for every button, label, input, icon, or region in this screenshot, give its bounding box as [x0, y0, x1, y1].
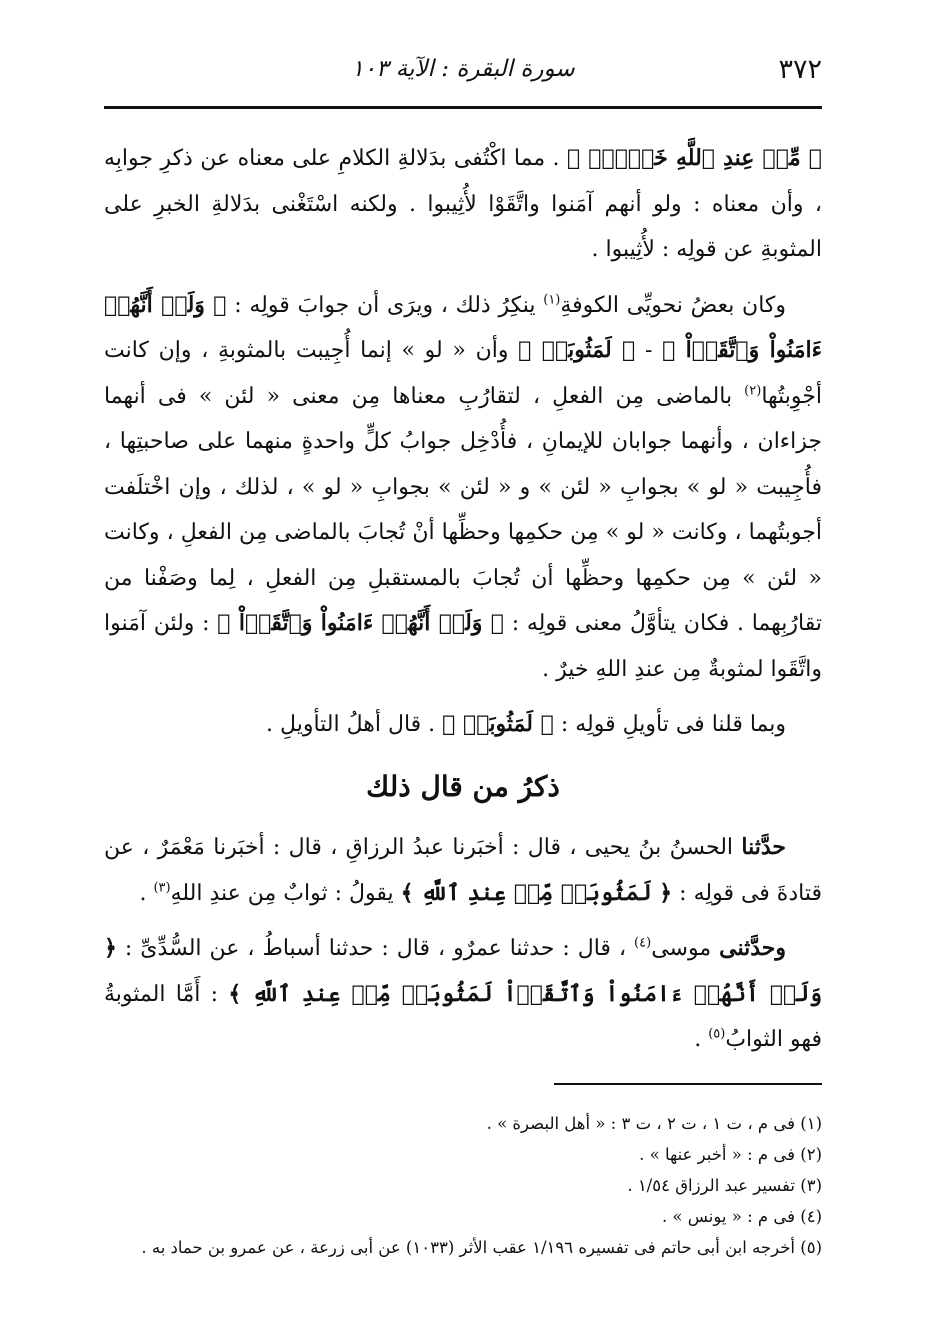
- text-run: .: [139, 880, 154, 906]
- paragraph: [104, 283, 822, 693]
- text-run: . مما اكْتُفى بدَلالةِ الكلامِ على معناه عن ذكرِ جوابِه ، وأن معناه : ولو أنهم آمَنوا واتَّقَوْا لأُثِيبوا . ولكنه اسْتَغْنى بدَلالةِ الخبرِ على المثوبةِ عن قولِه : لأُثِيبوا .: [104, 146, 822, 262]
- quran-quote: ﴿ وَلَوۡ أَنَّهُمۡ ءَامَنُواْ وَٱتَّقَوۡاْ ﴾: [217, 610, 505, 636]
- text-run: .: [694, 1027, 709, 1052]
- body-text: [104, 136, 822, 1063]
- footnote-marker: (١): [543, 292, 561, 308]
- section-heading: ذكرُ من قال ذلك: [366, 769, 560, 803]
- footnotes: [104, 1108, 822, 1263]
- text-run: ، قال : حدثنا عمرٌو ، قال : حدثنا أسباطُ ، عن السُّدِّىِّ :: [116, 936, 635, 961]
- paragraph: [104, 926, 822, 1063]
- quran-quote: ﴿ وَلَوۡ أَنَّهُمۡ ءَامَنُواْ وَٱتَّقَوۡاْ ﴾: [104, 291, 822, 363]
- footnote-5: (٥) أخرجه ابن أبى حاتم فى تفسيره ١/١٩٦ عقب الأثر (١٠٣٣) عن أبى زرعة ، عن عمرو بن حماد به .: [141, 1238, 822, 1257]
- text-run: . قال أهلُ التأويلِ .: [266, 712, 443, 737]
- narration-lead: وحدَّثنى: [719, 935, 786, 961]
- page-number: ٣٧٢: [778, 54, 822, 85]
- quran-quote: ﴿ مِّنۡ عِندِ ٱللَّهِ خَيۡرٞۚ ﴾: [566, 145, 822, 171]
- footnote-marker: (٥): [708, 1026, 726, 1042]
- quran-quote: ﴿ لَمَثُوبَةٞ مِّنۡ عِندِ ٱللَّهِ ﴾: [400, 879, 673, 906]
- text-run: وأن « لو » إنما أُجِيبت بالمثوبةِ ، وإن كانت أجْوِبتُها: [104, 338, 822, 409]
- page-header: [104, 52, 822, 92]
- footnote-3: (٣) تفسير عبد الرزاق ١/٥٤ .: [627, 1176, 822, 1195]
- quran-quote: ﴿ وَلَوۡ أَنَّهُمۡ ءَامَنُواْ وَٱتَّقَوۡاْ لَمَثُوبَةٞ مِّنۡ عِندِ ٱللَّهِ ﴾: [104, 935, 823, 1007]
- quran-quote: ﴿ لَمَثُوبَةٞ ﴾: [518, 337, 636, 363]
- footnote-rule: [554, 1083, 822, 1085]
- quran-quote: ﴿ لَمَثُوبَةٞ ﴾: [442, 711, 554, 737]
- footnote-marker: (٣): [153, 880, 171, 896]
- footnote-marker: (٢): [744, 383, 762, 399]
- text-run: موسى: [651, 936, 720, 961]
- text-run: : أَمَّا المثوبةُ فهو الثوابُ: [104, 981, 822, 1052]
- text-run: : ولئن آمَنوا واتَّقَوا لمثوبةٌ مِن عندِ اللهِ خيرٌ .: [104, 611, 822, 682]
- paragraph: [104, 702, 822, 748]
- paragraph: [104, 136, 822, 273]
- text-run: ينكِرُ ذلك ، ويرَى أن جوابَ قولِه :: [226, 292, 544, 318]
- footnote-marker: (٤): [634, 935, 652, 951]
- footnote-1: (١) فى م ، ت ١ ، ت ٢ ، ت ٣ : « أهل البصرة » .: [486, 1114, 822, 1133]
- running-title: سورة البقرة : الآية ١٠٣: [351, 56, 575, 82]
- narration-lead: حدَّثنا: [741, 834, 786, 860]
- text-run: وبما قلنا فى تأويلِ قولِه :: [553, 712, 786, 737]
- paragraph: [104, 825, 822, 916]
- text-run: بالماضى مِن الفعلِ ، لتقارُبِ معناها مِن معنى « لئن » فى أنهما جزاءان ، وأنهما جوابان للإيمانِ ، فأُدْخِل جوابُ كلٍّ واحدةٍ منهما على صاحبتِها ، فأُجِيبت « لو » بجوابِ « لئن » و « لئن » بجوابِ « لو » ، لذلك ، وإن اخْتلَفت أجوبتُهما ، وكانت « لو » مِن حكمِها وحظِّها أنْ تُجابَ بالماضى مِن الفعلِ ، وكانت « لئن » مِن حكمِها وحظِّها أن تُجابَ بالمستقبلِ مِن الفعلِ ، لِما وصَفْنا من تقارُبِهما . فكان يتأوَّلُ معنى قولِه :: [104, 383, 822, 636]
- text-run: يقولُ : ثوابٌ مِن عندِ اللهِ: [170, 880, 401, 906]
- text-run: الحسنُ بنُ يحيى ، قال : أخبَرنا عبدُ الرزاقِ ، قال : أخبَرنا مَعْمَرٌ ، عن قتادةَ فى قولِه :: [104, 835, 822, 906]
- text-run: -: [635, 338, 663, 363]
- footnote-2: (٢) فى م : « أخبر عنها » .: [639, 1145, 822, 1164]
- header-rule: [104, 106, 822, 109]
- footnote-4: (٤) فى م : « يونس » .: [661, 1207, 822, 1226]
- text-run: وكان بعضُ نحويِّى الكوفةِ: [560, 292, 786, 318]
